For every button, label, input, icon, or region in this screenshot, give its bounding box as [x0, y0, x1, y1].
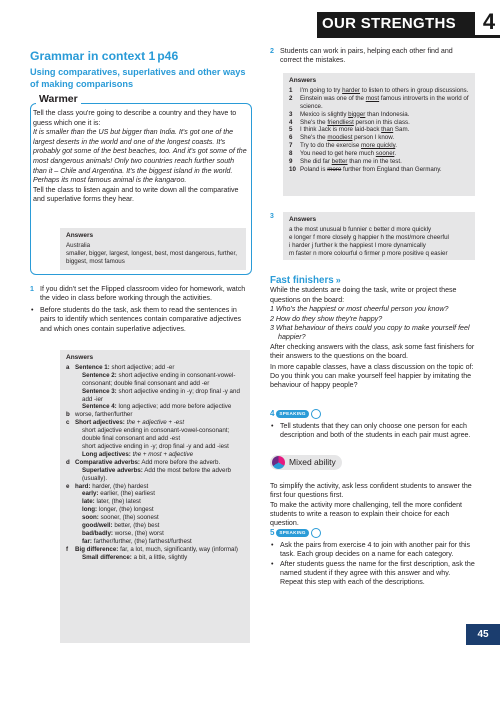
answer-text: harder, (the) hardest: [92, 482, 149, 490]
answer-item: [66, 498, 244, 506]
exercise-number: 2: [270, 47, 274, 55]
answers-line: Australia: [66, 241, 91, 249]
answer-text: further from England than Germany.: [341, 165, 442, 173]
warmer-outro: Tell the class to listen again and to write down all the comparative and superlative forms they hear.: [33, 185, 239, 204]
answer-number: 10: [289, 165, 296, 173]
answer-item: [289, 87, 469, 95]
answer-text: She's the: [300, 118, 328, 126]
answer-item: [66, 483, 244, 491]
answer-item: [66, 372, 244, 388]
answer-correction: than: [381, 126, 394, 134]
section-title-text: Grammar in context 1: [30, 49, 156, 63]
answer-text: famous introverts in the world of science.: [300, 94, 469, 110]
answer-correction: bigger: [348, 110, 366, 118]
answer-item: [289, 111, 469, 119]
answer-text: than me in the test.: [347, 158, 402, 166]
answer-correction: more: [327, 165, 342, 173]
answer-item: [66, 514, 244, 522]
bullet-icon: •: [271, 540, 274, 549]
answer-label: hard:: [75, 482, 91, 490]
fast-finishers-title: Fast finishers: [270, 275, 334, 286]
answer-text: farther/further, (the) farthest/furthest: [93, 537, 192, 545]
answer-label: Big difference:: [75, 545, 119, 553]
fast-finishers-heading: [270, 276, 475, 286]
answer-text: better, (the) best: [114, 522, 160, 530]
answer-number: 1: [289, 86, 293, 94]
answers-title: Answers: [66, 232, 94, 239]
answer-label: early:: [82, 490, 99, 498]
answer-number: 7: [289, 142, 293, 150]
answer-label: bad/badly:: [82, 529, 113, 537]
people-icon: [311, 528, 321, 538]
exercise-text: Students can work in pairs, helping each other find and correct the mistakes.: [280, 47, 453, 65]
answer-text: short adjective ending in consonant-vowel-consonant; double final consonant and add -est: [82, 427, 230, 443]
exercise-5-bullet: [270, 541, 475, 560]
answer-label: Sentence 3:: [82, 387, 117, 395]
answer-text: long adjective; add more before adjective: [118, 403, 232, 411]
answer-label: soon:: [82, 514, 99, 522]
answer-label: good/well:: [82, 522, 113, 530]
answer-text: She did far: [300, 158, 332, 166]
answer-text: short adjective ending in -y; drop final -y and add -ier: [82, 387, 240, 403]
answer-text: far, a lot, much, significantly, way (informal): [120, 545, 238, 553]
unit-title: OUR STRENGTHS: [322, 15, 456, 32]
answer-item: [66, 538, 244, 546]
answers-line: i harder j further k the happiest l more dynamically: [289, 241, 426, 249]
answer-text: the + adjective + -est: [126, 419, 185, 427]
answer-item: [66, 467, 244, 483]
answer-text: I'm going to try: [300, 86, 343, 94]
exercise-5-heading: [270, 528, 475, 539]
answer-text: Add the most before the adverb (usually).: [82, 466, 231, 482]
mixed-ability-label: Mixed ability: [289, 457, 336, 468]
answer-number: 8: [289, 150, 293, 158]
answer-text: worse, (the) worst: [114, 529, 164, 537]
answer-item: [289, 119, 469, 127]
bullet-icon: •: [271, 559, 274, 568]
answer-item: [66, 530, 244, 538]
exercise-1-answers: [60, 350, 250, 643]
answers-title: Answers: [66, 354, 94, 361]
double-chevron-icon: »: [335, 275, 341, 285]
bullet-text: Ask the pairs from exercise 4 to join with another pair for this task. Each group decides on a name for each category.: [280, 540, 471, 559]
answer-letter: e: [66, 482, 70, 490]
answer-text: a bit, a little, slightly: [133, 553, 188, 561]
exercise-3-answers: [283, 212, 475, 260]
answer-letter: c: [66, 419, 70, 427]
answer-text: Mexico is slightly: [300, 110, 349, 118]
answer-correction: harder: [342, 86, 360, 94]
answer-text: sooner, (the) soonest: [100, 514, 159, 522]
answer-label: Short adjectives:: [75, 419, 125, 427]
exercise-2-answers: [283, 73, 475, 196]
answer-text: earlier, (the) earliest: [100, 490, 155, 498]
answer-letter: b: [66, 411, 70, 419]
answer-text: She's the: [300, 134, 328, 142]
answers-title: Answers: [289, 77, 317, 84]
section-subtitle: Using comparatives, superlatives and other ways of making comparisons: [30, 67, 246, 89]
answer-item: [66, 388, 244, 404]
fast-finishers: [270, 276, 475, 391]
exercise-2: [270, 47, 475, 66]
answer-correction: most: [365, 94, 380, 102]
answer-label: long:: [82, 506, 98, 514]
answer-item: [289, 95, 469, 111]
fast-intro: While the students are doing the task, write or project these questions on the board:: [270, 286, 457, 304]
fast-paragraph: After checking answers with the class, ask some fast finishers for their answers to the questions on the board.: [270, 342, 475, 361]
answer-item: [66, 411, 244, 419]
answer-label: Sentence 1:: [75, 363, 110, 371]
answer-text: person in this class.: [353, 118, 410, 126]
answer-item: [289, 126, 469, 134]
answer-item: [66, 490, 244, 498]
question: 1 Who's the happiest or most cheerful person you know?: [270, 305, 449, 314]
answer-text: Try to do the exercise: [300, 142, 361, 150]
answer-label: Small difference:: [82, 553, 132, 561]
bullet-text: After students guess the name for the first description, ask the named student if they agree with this answer and why. Repeat this step with each of the descriptions.: [280, 559, 475, 587]
section-title: [30, 49, 252, 64]
exercise-5: [270, 528, 475, 588]
mixed-paragraph: To simplify the activity, ask less confident students to answer the first four questions first.: [270, 481, 472, 500]
answer-text: Poland is: [300, 165, 328, 173]
fast-paragraph: In more capable classes, have a class discussion on the topic of: Do you think you can make yourself feel happier by imitating the behaviour of happy people?: [270, 362, 474, 390]
answer-text: the + most + adjective: [132, 450, 194, 458]
answer-letter: a: [66, 363, 70, 371]
exercise-4: [270, 409, 475, 441]
answers-line: smaller, bigger, largest, longest, best, most dangerous, further, biggest, most famous: [66, 249, 237, 265]
answer-label: Superlative adverbs:: [82, 466, 143, 474]
answer-item: [66, 364, 244, 372]
bullet-icon: •: [31, 305, 34, 314]
answer-text: Sam.: [393, 126, 410, 134]
answer-letter: f: [66, 545, 69, 553]
bullet-icon: •: [271, 421, 274, 430]
answer-correction: sooner: [375, 150, 395, 158]
answer-text: person I know.: [352, 134, 395, 142]
answers-line: a the most unusual b funnier c better d more quickly: [289, 225, 432, 233]
answer-item: [66, 459, 244, 467]
exercise-1: [30, 285, 252, 334]
answer-item: [66, 403, 244, 411]
answer-number: 9: [289, 158, 293, 166]
exercise-1-instruction: [30, 285, 252, 304]
warmer-intro: Tell the class you're going to describe a country and they have to guess which one it is:: [33, 109, 237, 127]
warmer-answers: [60, 228, 246, 270]
answer-item: [66, 419, 244, 427]
answer-item: [289, 134, 469, 142]
mixed-paragraph: To make the activity more challenging, tell the more confident students to write a reason to explain their choice for each question.: [270, 500, 463, 528]
speaking-badge: SPEAKING: [276, 410, 308, 418]
answer-text: I think Jack is more laid-back: [300, 126, 382, 134]
answer-correction: more quickly: [360, 142, 396, 150]
mixed-ability-icon: [272, 456, 285, 469]
answer-text: .: [394, 150, 397, 158]
answer-label: Comparative adverbs:: [75, 458, 140, 466]
page-number: 45: [466, 624, 500, 645]
answer-correction: friendliest: [327, 118, 354, 126]
answer-text: short adjective ending in consonant-vowel-consonant; double final consonant and add -er: [82, 371, 236, 387]
answer-text: Einstein was one of the: [300, 94, 366, 102]
answer-label: Sentence 4:: [82, 403, 117, 411]
answer-text: You need to get here much: [300, 150, 376, 158]
answer-label: late:: [82, 498, 95, 506]
answer-number: 3: [289, 110, 293, 118]
answer-correction: better: [331, 158, 348, 166]
answers-line: e longer f more closely g happier h the most/more cheerful: [289, 233, 449, 241]
exercise-1-bullet: [30, 306, 252, 334]
answer-text: .: [395, 142, 397, 150]
answer-item: [66, 451, 244, 459]
answer-item: [66, 506, 244, 514]
answer-item: [289, 166, 469, 174]
answer-number: 6: [289, 134, 293, 142]
answer-number: 5: [289, 126, 293, 134]
exercise-4-bullet: [270, 422, 475, 441]
answer-text: than Indonesia.: [365, 110, 410, 118]
answer-text: later, (the) latest: [96, 498, 141, 506]
exercise-4-heading: [270, 409, 475, 420]
answer-text: worse, farther/further: [75, 411, 133, 419]
answer-text: short adjective; add -er: [111, 363, 175, 371]
answer-number: 4: [289, 118, 293, 126]
answer-text: short adjective ending in -y; drop final -y and add -iest: [82, 442, 229, 450]
warmer-content: [33, 109, 247, 205]
answers-title: Answers: [289, 216, 317, 223]
answer-item: [289, 158, 469, 166]
speaking-badge: SPEAKING: [276, 529, 308, 537]
header-rule: [317, 35, 500, 38]
bullet-text: Before students do the task, ask them to read the sentences in pairs to identify which sentences contain comparative adjectives and which ones contain superlative adjectives.: [40, 305, 242, 333]
answers-line: m faster n more colourful o firmer p more positive q easier: [289, 249, 448, 257]
bullet-text: Tell students that they can only choose one person for each description and both of the students in each pair must agree.: [280, 421, 471, 440]
answer-text: Add more before the adverb.: [141, 458, 221, 466]
warmer-label: Warmer: [36, 93, 81, 106]
answer-correction: moodiest: [327, 134, 353, 142]
exercise-number: 3: [270, 213, 274, 220]
answer-text: longer, (the) longest: [98, 506, 154, 514]
people-icon: [311, 409, 321, 419]
answer-text: to listen to others in group discussions.: [360, 86, 469, 94]
exercise-2-instruction: [270, 47, 475, 66]
question: 2 How do they show they're happy?: [270, 314, 383, 323]
answer-label: Sentence 2:: [82, 371, 117, 379]
answer-label: Long adjectives:: [82, 450, 131, 458]
page-ref: p46: [157, 49, 179, 63]
mixed-ability-badge: [270, 455, 342, 470]
unit-number: 4: [482, 9, 496, 34]
answer-item: [289, 142, 469, 150]
answer-label: far:: [82, 537, 92, 545]
exercise-text: If you didn't set the Flipped classroom video for homework, watch the video in class before working through the activities.: [40, 285, 246, 303]
exercise-number: 4: [270, 409, 275, 418]
warmer-description: It is smaller than the US but bigger than India. It's got one of the largest deserts in the world and one of the longest coasts. It's probably got some of the best beaches, too. And it's got some of the most dangerous animals! Only two countries reach further south than it – Chile and Argentina. It's the biggest island in the world. Perhaps its most famous animal is the kangaroo.: [33, 128, 247, 185]
exercise-number: 1: [30, 285, 34, 293]
question: 3 What behaviour of theirs could you copy to make yourself feel happier?: [270, 324, 470, 342]
answer-item: [66, 522, 244, 530]
answer-number: 2: [289, 94, 293, 102]
mixed-ability: [270, 455, 475, 529]
exercise-number: 5: [270, 528, 275, 537]
answer-item: [289, 150, 469, 158]
exercise-5-bullet: [270, 560, 475, 588]
answer-item: [66, 554, 244, 562]
answer-item: [66, 546, 244, 554]
answer-letter: d: [66, 458, 70, 466]
